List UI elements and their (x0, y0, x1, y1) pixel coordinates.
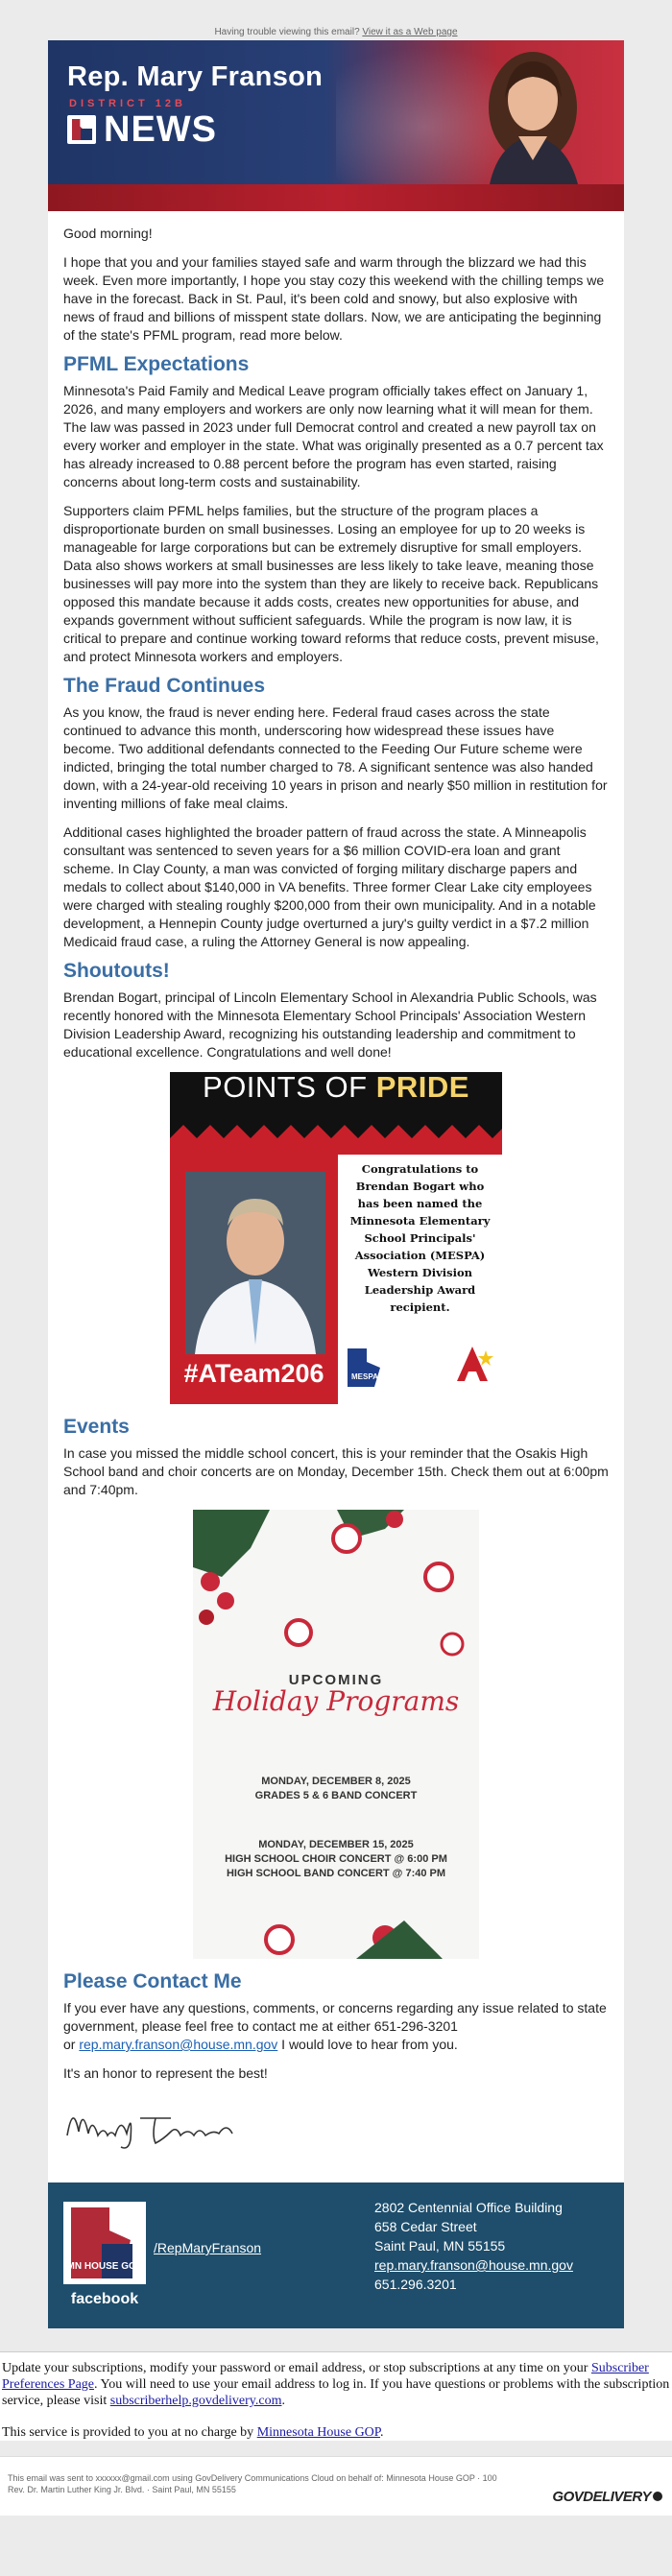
holiday-title: Holiday Programs (212, 1685, 460, 1717)
zigzag-decoration (170, 1125, 502, 1156)
address-line-1: 2802 Centennial Office Building (374, 2200, 563, 2215)
representative-photo (470, 40, 595, 184)
sent-line-2: Rev. Dr. Martin Luther King Jr. Blvd. · Saint Paul, MN 55155 (8, 2485, 236, 2494)
banner-red-bar (48, 184, 624, 211)
points-of-pride-graphic (170, 1072, 502, 1404)
pride-hashtag: #ATeam206 (183, 1359, 324, 1388)
email-body (48, 40, 624, 2328)
web-view-bar (0, 0, 672, 40)
shoutouts-paragraph: Brendan Bogart, principal of Lincoln Elementary School in Alexandria Public Schools, was recently honored with the Minnesota Elementary School Principals' Association Western Division Leadership Award, recognizing his outstanding leadership and commitment to educational excellence. Congratulations and well done! (63, 990, 597, 1060)
sent-info (0, 2456, 672, 2516)
fraud-paragraph-1: As you know, the fraud is never ending here. Federal fraud cases across the state continued to advance this month, underscoring how widespread these issues have become. Two additional defendants connected to the Feeding Our Future scheme were indicted, bringing the total number charged to 78. A significant sentence was also handed down, with a 24-year-old receiving 10 years in prison and nearly $50 million in restitution for inventing millions of fake meal claims. (63, 704, 608, 811)
mespa-logo-text: MESPA (351, 1372, 378, 1381)
pride-title: POINTS OF PRIDE (203, 1072, 469, 1104)
office-address (374, 2198, 573, 2294)
contact-footer (48, 2182, 624, 2328)
mespa-logo-icon (342, 1347, 399, 1389)
banner-news: NEWS (104, 109, 217, 150)
holiday-event-3: HIGH SCHOOL BAND CONCERT @ 7:40 PM (226, 1868, 446, 1879)
pfml-paragraph-2: Supporters claim PFML helps families, but the structure of the program places a disproportionate burden on small businesses. Losing an employee for up to 20 weeks is manageable for large corporations but can be extremely disruptive for small employers. Data also shows workers at small businesses are less likely to take leave, meaning those businesses will pay more into the system than they are likely to receive back. Republicans opposed this mandate because it adds costs, creates new opportunities for abuse, and expands government without sufficient safeguards. While the program is now law, it is critical to prepare and continue working toward reforms that reduce costs, prevent misuse, and protect Minnesota workers and employers. (63, 503, 599, 664)
govdelivery-bubble-icon (653, 2492, 662, 2501)
closing-line: It's an honor to represent the best! (63, 2065, 268, 2081)
signature-graphic (63, 2097, 255, 2157)
trouble-text: Having trouble viewing this email? (214, 27, 360, 37)
candy-bottom-decoration (193, 1892, 479, 1959)
holiday-event-2: HIGH SCHOOL CHOIR CONCERT @ 6:00 PM (225, 1853, 447, 1865)
pfml-paragraph-1: Minnesota's Paid Family and Medical Leave program officially takes effect on January 1, 2026, and many employers and workers are only now learning what it will mean for them. The law was passed in 2023 under full Democrat control and created a new payroll tax on every worker and employer in the state. What was originally presented as a 0.7 percent tax has already increased to 0.88 percent before the program has even started, raising concerns about long-term costs and sustainability. (63, 383, 604, 489)
fraud-paragraph-2: Additional cases highlighted the broader pattern of fraud across the state. A Minneapolis consultant was sentenced to seven years for a $6 million COVID-era loan and grant scheme. In Clay County, a man was convicted of forging military discharge papers and medals to collect about $140,000 in VA benefits. Three former Clear Lake city employees were charged with stealing roughly $200,000 from their own municipality. And in a notable development, a Hennepin County judge overturned a jury's guilty verdict in a $7.2 million Medicaid fraud case, a ruling the Attorney General is now appealing. (63, 824, 596, 949)
address-line-3: Saint Paul, MN 55155 (374, 2238, 506, 2254)
subscriber-help-link[interactable]: subscriberhelp.govdelivery.com (109, 2394, 282, 2408)
footer-logo-text: MN HOUSE GOP (66, 2261, 143, 2272)
web-view-link[interactable]: View it as a Web page (362, 27, 458, 37)
pine-branch-decoration (193, 1510, 479, 1663)
banner-district: DISTRICT 12B (69, 98, 186, 109)
pfml-heading: PFML Expectations (63, 353, 250, 375)
a-logo-icon (451, 1343, 493, 1385)
pride-message-panel (338, 1155, 502, 1404)
holiday-programs-graphic (193, 1510, 479, 1959)
holiday-event-1: GRADES 5 & 6 BAND CONCERT (254, 1790, 418, 1801)
footer-email-link[interactable]: rep.mary.franson@house.mn.gov (374, 2257, 573, 2273)
pride-message: Congratulations to Brendan Bogart who has been named the Minnesota Elementary School Principals' Association (MESPA) Western Division Leadership Award recipient. (349, 1162, 491, 1314)
contact-heading: Please Contact Me (63, 1970, 242, 1992)
intro-paragraph: I hope that you and your families stayed safe and warm through the blizzard we had this week. Even more importantly, I hope you stay cozy this weekend with the chilling temps we have in the forecast. Back in St. Paul, it's been cold and snowy, but also explosive with news of fraud and billions of misspent state dollars. Now, we are anticipating the beginning of the state's PFML program, read more below. (63, 254, 605, 343)
fraud-heading: The Fraud Continues (63, 675, 265, 697)
greeting: Good morning! (63, 226, 153, 241)
holiday-date-2: MONDAY, DECEMBER 15, 2025 (258, 1839, 414, 1850)
provider-link[interactable]: Minnesota House GOP (256, 2425, 381, 2440)
spacer (0, 2328, 672, 2351)
mn-gop-logo-icon (67, 115, 96, 144)
banner-name: Rep. Mary Franson (67, 61, 324, 92)
shoutouts-heading: Shoutouts! (63, 960, 170, 982)
facebook-handle-link[interactable]: /RepMaryFranson (154, 2240, 262, 2255)
holiday-upcoming: UPCOMING (288, 1672, 384, 1688)
contact-paragraph: If you ever have any questions, comments, or concerns regarding any issue related to state government, please feel free to contact me at either 651-296-3201 or rep.mary.franson@house.mn.gov I would love to hear from you. (63, 2000, 607, 2052)
events-paragraph: In case you missed the middle school concert, this is your reminder that the Osakis High School band and choir concerts are on Monday, December 15th. Check them out at 6:00pm and 7:40pm. (63, 1445, 609, 1497)
subscriber-preferences-link[interactable]: Subscriber Preferences Page (2, 2361, 649, 2392)
holiday-date-1: MONDAY, DECEMBER 8, 2025 (261, 1776, 411, 1787)
main-content (48, 211, 624, 2182)
events-heading: Events (63, 1416, 130, 1438)
header-banner (48, 40, 624, 184)
subscription-paragraph: Update your subscriptions, modify your password or email address, or stop subscriptions at any time on your Subscriber Preferences Page. You will need to use your email address to log in. If you have questions or problems with the subscription service, please visit subscriberhelp.govdelivery.com. (2, 2361, 670, 2408)
sent-line-1: This email was sent to xxxxxx@gmail.com using GovDelivery Communications Cloud on behalf of: Minnesota House GOP · 100 (8, 2473, 497, 2483)
facebook-gop-logo-icon[interactable] (63, 2202, 146, 2309)
facebook-wordmark: facebook (70, 2291, 139, 2307)
contact-email-link[interactable]: rep.mary.franson@house.mn.gov (79, 2037, 278, 2052)
govdelivery-logo[interactable]: GOVDELIVERY (552, 2492, 662, 2503)
address-line-2: 658 Cedar Street (374, 2219, 477, 2234)
provided-paragraph: This service is provided to you at no charge by Minnesota House GOP. (2, 2425, 384, 2440)
principal-photo (185, 1172, 325, 1354)
subscription-notice (0, 2351, 672, 2441)
footer-phone: 651.296.3201 (374, 2277, 457, 2292)
